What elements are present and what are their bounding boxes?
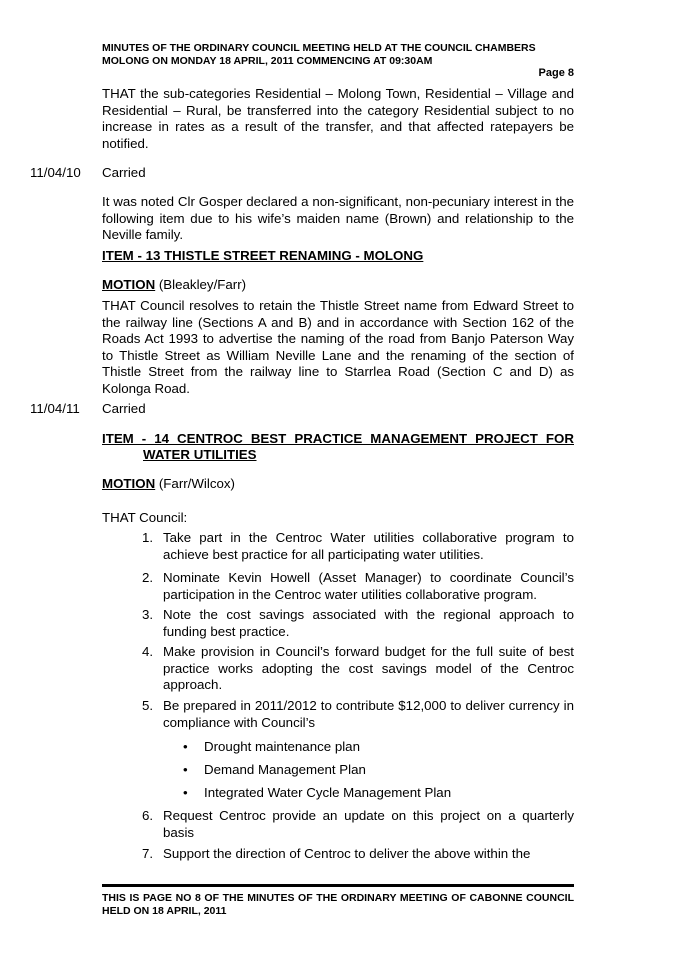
list-item-number: 1. — [142, 530, 154, 545]
subcategories-paragraph: THAT the sub-categories Residential – Molong Town, Residential – Village and Residential – Rural, be transferred into the category Residential subject to no increase in rates as a result of the transfer, and that affected ratepayers be notified. — [102, 86, 574, 151]
list-item-number: 4. — [142, 644, 154, 659]
list-item-number: 6. — [142, 808, 154, 823]
list-item-text: Be prepared in 2011/2012 to contribute $12,000 to deliver currency in compliance with Council’s — [163, 698, 574, 730]
minutes-header-title: MINUTES OF THE ORDINARY COUNCIL MEETING HELD AT THE COUNCIL CHAMBERS MOLONG ON MONDAY 18 APRIL, 2011 COMMENCING AT 09:30AM — [102, 42, 536, 67]
item-13-heading: ITEM - 13 THISTLE STREET RENAMING - MOLONG — [102, 248, 424, 263]
list-item-text: Make provision in Council’s forward budget for the full suite of best practice works adopting the cost savings model of the Centroc approach. — [163, 644, 574, 692]
footer-divider — [102, 884, 574, 887]
resolution-status: Carried — [102, 401, 146, 416]
item-14-heading-line2: WATER UTILITIES — [143, 447, 257, 462]
page-number: Page 8 — [538, 67, 574, 79]
that-council-intro: THAT Council: — [102, 510, 188, 525]
motion-movers: (Bleakley/Farr) — [155, 277, 247, 292]
list-item-text: Take part in the Centroc Water utilities collaborative program to achieve best practice for all participating water utilities. — [163, 530, 574, 562]
motion-label: MOTION — [102, 476, 156, 491]
list-item-number: 7. — [142, 846, 154, 861]
list-item-text: Support the direction of Centroc to deliver the above within the — [163, 846, 531, 861]
list-item-number: 5. — [142, 698, 154, 713]
resolution-number: 11/04/10 — [30, 165, 81, 180]
list-item-text: Nominate Kevin Howell (Asset Manager) to coordinate Council’s participation in the Centroc water utilities collaborative program. — [163, 570, 574, 602]
list-item-text: Note the cost savings associated with the regional approach to funding best practice. — [163, 607, 574, 639]
list-item-number: 2. — [142, 570, 154, 585]
resolution-status: Carried — [102, 165, 146, 180]
motion-movers: (Farr/Wilcox) — [155, 476, 235, 491]
list-item-number: 3. — [142, 607, 154, 622]
interest-declaration: It was noted Clr Gosper declared a non-significant, non-pecuniary interest in the following item due to his wife’s maiden name (Brown) and relationship to the Neville family. — [102, 194, 574, 242]
bullet-dot-icon: • — [183, 785, 188, 800]
bullet-dot-icon: • — [183, 739, 188, 754]
item-13-resolution-text: THAT Council resolves to retain the Thistle Street name from Edward Street to the railway line (Sections A and B) and in accordance with Section 162 of the Roads Act 1993 to advertise the naming of the road from Banjo Paterson Way to Thistle Street as William Neville Lane and the renaming of the section of Thistle Street from the railway line to Starrlea Road (Section C and D) as Kolonga Road. — [102, 298, 574, 396]
item-13-motion — [102, 277, 246, 294]
item-14-heading-line1: ITEM - 14 CENTROC BEST PRACTICE MANAGEMENT PROJECT FOR — [102, 431, 574, 446]
bullet-item-text: Integrated Water Cycle Management Plan — [204, 785, 452, 800]
footer-text: THIS IS PAGE NO 8 OF THE MINUTES OF THE ORDINARY MEETING OF CABONNE COUNCIL HELD ON 18 APRIL, 2011 — [102, 892, 574, 917]
item-14-motion — [102, 476, 235, 493]
motion-label: MOTION — [102, 277, 156, 292]
bullet-dot-icon: • — [183, 762, 188, 777]
bullet-item-text: Drought maintenance plan — [204, 739, 360, 754]
resolution-number: 11/04/11 — [30, 401, 80, 416]
bullet-item-text: Demand Management Plan — [204, 762, 366, 777]
list-item-text: Request Centroc provide an update on this project on a quarterly basis — [163, 808, 574, 840]
